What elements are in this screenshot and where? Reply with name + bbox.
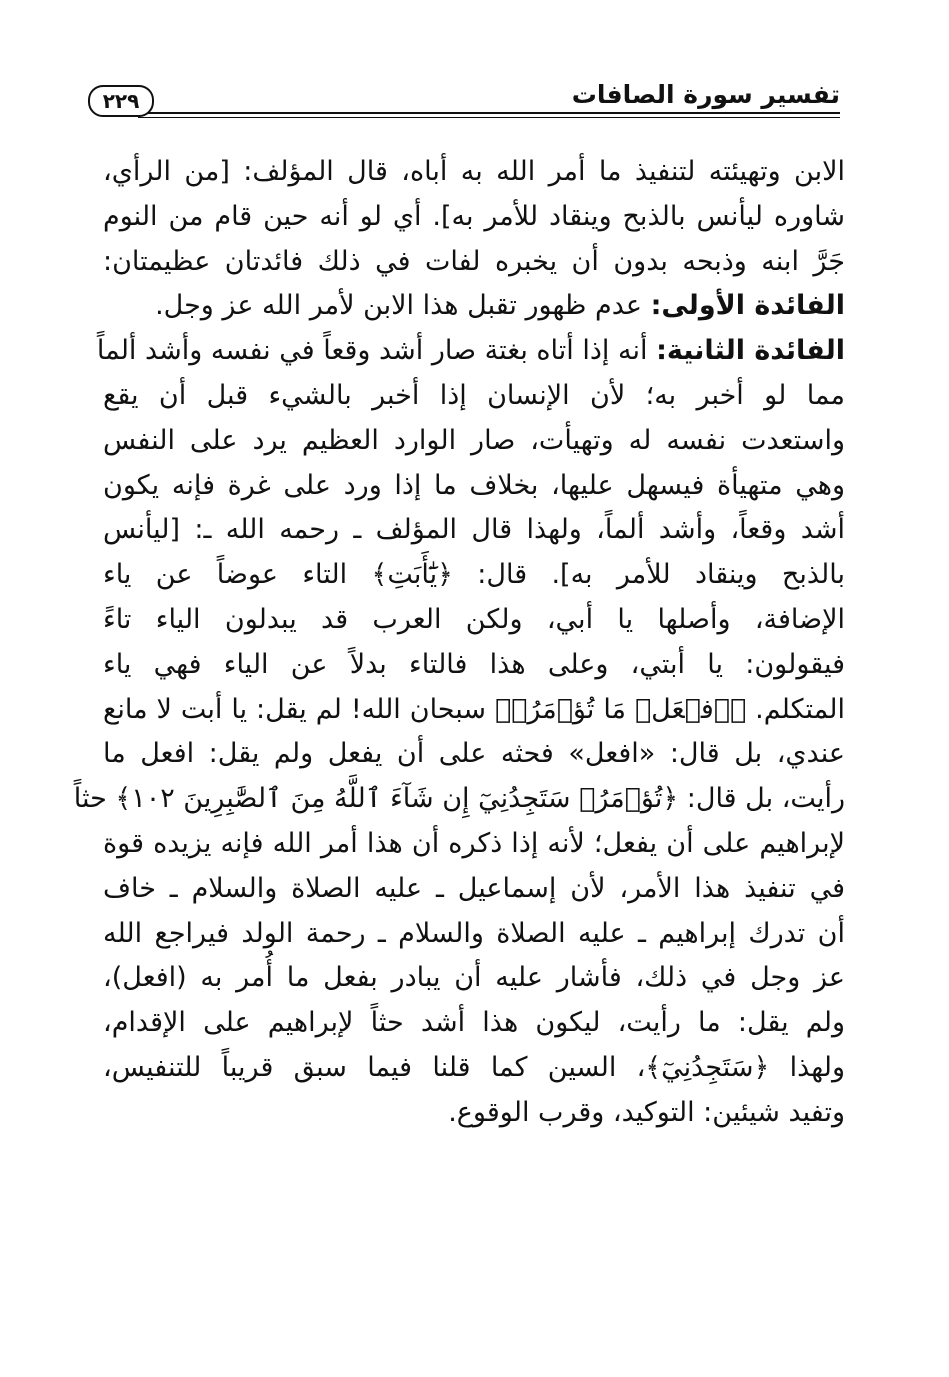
- benefit-heading: الفائدة الثانية:: [656, 335, 845, 367]
- text-line: عندي، بل قال: «افعل» فحثه على أن يفعل ولم يقل: افعل ما: [103, 738, 845, 770]
- page-number-badge: ٢٢٩: [88, 85, 154, 117]
- text-line: أن تدرك إبراهيم ـ عليه الصلاة والسلام ـ رحمة الولد فيراجع الله: [103, 917, 845, 949]
- text-line: جَرَّ ابنه وذبحه بدون أن يخبره لفات في ذلك فائدتان عظيمتان:: [103, 245, 845, 277]
- text-line: مما لو أخبر به؛ لأن الإنسان إذا أخبر بالشيء قبل أن يقع: [103, 379, 845, 411]
- text-line: شاوره ليأنس بالذبح وينقاد للأمر به]. أي لو أنه حين قام من النوم: [103, 200, 845, 232]
- text-line: الفائدة الأولى: عدم ظهور تقبل هذا الابن لأمر الله عز وجل.: [155, 290, 845, 322]
- text-line: المتكلم. ﴿ٱفۡعَلۡ مَا تُؤۡمَرُۖ﴾ سبحان الله! لم يقل: يا أبت لا مانع: [103, 693, 845, 725]
- page-title: تفسير سورة الصافات: [571, 80, 840, 109]
- text-line: واستعدت نفسه له وتهيأت، صار الوارد العظيم يرد على النفس: [103, 424, 845, 456]
- text-line: ولم يقل: ما رأيت، ليكون هذا أشد حثاً لإبراهيم على الإقدام،: [103, 1007, 845, 1039]
- text-line: في تنفيذ هذا الأمر، لأن إسماعيل ـ عليه الصلاة والسلام ـ خاف: [103, 872, 845, 904]
- page-header: [88, 78, 840, 124]
- header-rule-thin: [138, 117, 840, 118]
- text-line: وتفيد شيئين: التوكيد، وقرب الوقوع.: [448, 1096, 845, 1128]
- text-line: الإضافة، وأصلها يا أبي، ولكن العرب قد يبدلون الياء تاءً: [103, 603, 845, 635]
- text-line: عز وجل في ذلك، فأشار عليه أن يبادر بفعل ما أُمر به (افعل)،: [103, 962, 845, 994]
- text-line: رأيت، بل قال: ﴿تُؤۡمَرُۖ سَتَجِدُنِيٓ إِن شَآءَ ٱللَّهُ مِنَ ٱلصَّٰبِرِينَ ١٠٢﴾ حثاً: [73, 783, 845, 815]
- text-line: ولهذا ﴿سَتَجِدُنِيٓ﴾، السين كما قلنا فيما سبق قريباً للتنفيس،: [103, 1051, 845, 1083]
- text-line: أشد وقعاً، وأشد ألماً، ولهذا قال المؤلف ـ رحمه الله ـ: [ليأنس: [103, 514, 845, 546]
- header-rule: [138, 112, 840, 114]
- body-text: [73, 150, 845, 1136]
- text-line: بالذبح وينقاد للأمر به]. قال: ﴿يَٰٓأَبَتِ﴾ التاء عوضاً عن ياء: [103, 559, 845, 591]
- text-line: وهي متهيأة فيسهل عليها، بخلاف ما إذا ورد على غرة فإنه يكون: [103, 469, 845, 501]
- text-line: لإبراهيم على أن يفعل؛ لأنه إذا ذكره أن هذا أمر الله فإنه يزيده قوة: [103, 827, 845, 859]
- benefit-heading: الفائدة الأولى:: [650, 290, 845, 322]
- text-line: الابن وتهيئته لتنفيذ ما أمر الله به أباه، قال المؤلف: [من الرأي،: [103, 156, 845, 187]
- text-line: فيقولون: يا أبتي، وعلى هذا فالتاء بدلاً عن الياء فهي ياء: [103, 648, 845, 680]
- text-line: الفائدة الثانية: أنه إذا أتاه بغتة صار أشد وقعاً في نفسه وأشد ألماً: [96, 335, 845, 367]
